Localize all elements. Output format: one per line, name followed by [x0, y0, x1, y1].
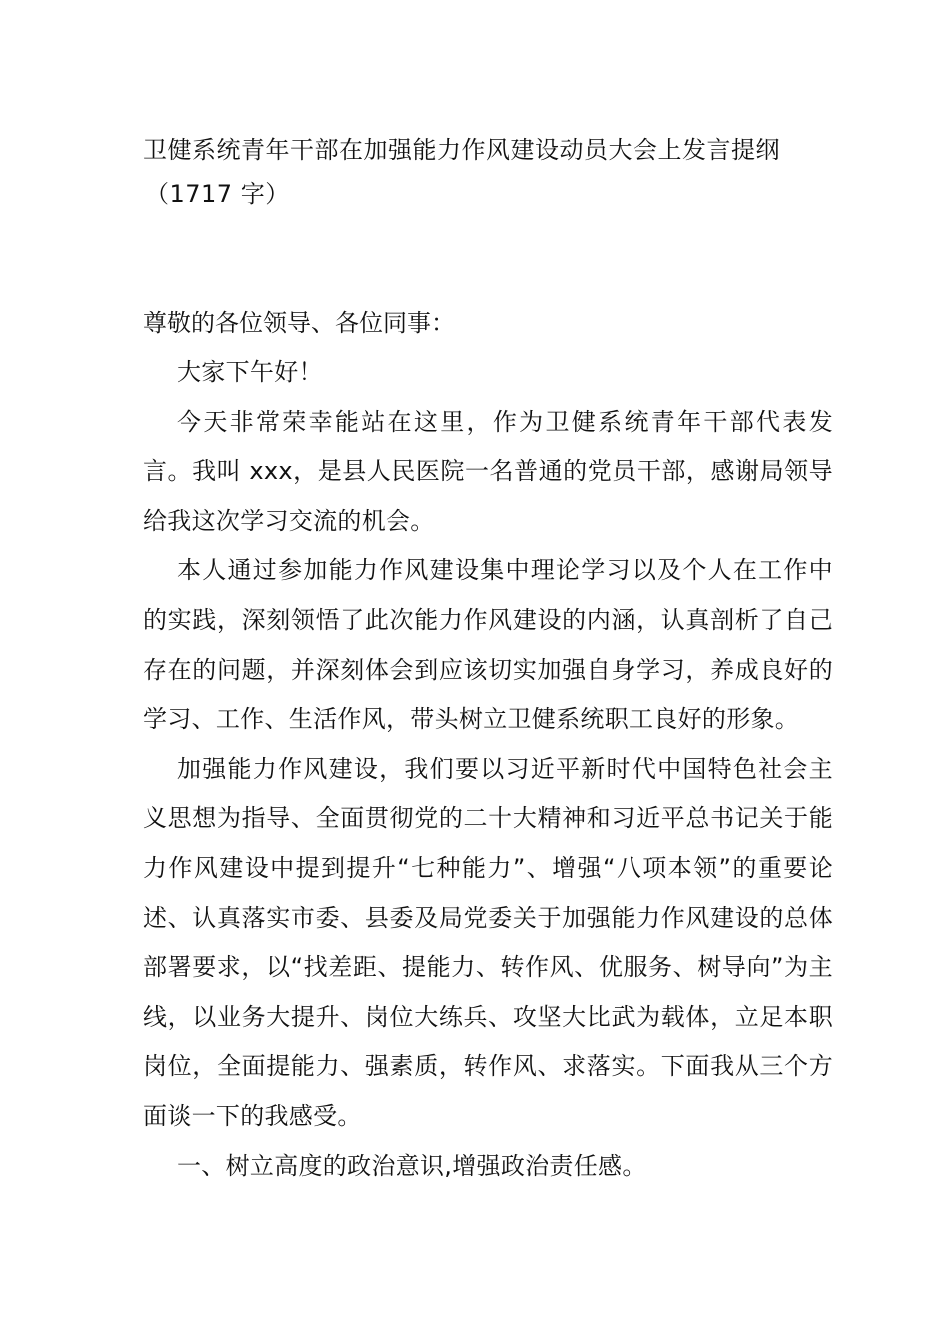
title-line-1: 卫健系统青年干部在加强能力作风建设动员大会上发言提纲 [143, 136, 780, 164]
document-page [143, 128, 833, 1191]
document-title [143, 128, 833, 216]
title-line-2: （1717 字） [145, 180, 290, 208]
paragraph-reflection: 本人通过参加能力作风建设集中理论学习以及个人在工作中的实践，深刻领悟了此次能力作风建设的内涵，认真剖析了自己存在的问题，并深刻体会到应该切实加强自身学习，养成良好的学习、工作、生活作风，带头树立卫健系统职工良好的形象。 [143, 556, 833, 734]
salutation: 尊敬的各位领导、各位同事： [143, 309, 455, 337]
paragraph-introduction: 今天非常荣幸能站在这里，作为卫健系统青年干部代表发言。我叫 xxx，是县人民医院一名普通的党员干部，感谢局领导给我这次学习交流的机会。 [143, 407, 833, 535]
section-heading-1: 一、树立高度的政治意识,增强政治责任感。 [177, 1151, 647, 1180]
paragraph-greeting: 大家下午好！ [177, 358, 323, 386]
paragraph-guidance: 加强能力作风建设，我们要以习近平新时代中国特色社会主义思想为指导、全面贯彻党的二十大精神和习近平总书记关于能力作风建设中提到提升“七种能力”、增强“八项本领”的重要论述、认真落实市委、县委及局党委关于加强能力作风建设的总体部署要求，以“找差距、提能力、转作风、优服务、树导向”为主线，以业务大提升、岗位大练兵、攻坚大比武为载体，立足本职岗位，全面提能力、强素质，转作风、求落实。下面我从三个方面谈一下的我感受。 [143, 754, 833, 1130]
